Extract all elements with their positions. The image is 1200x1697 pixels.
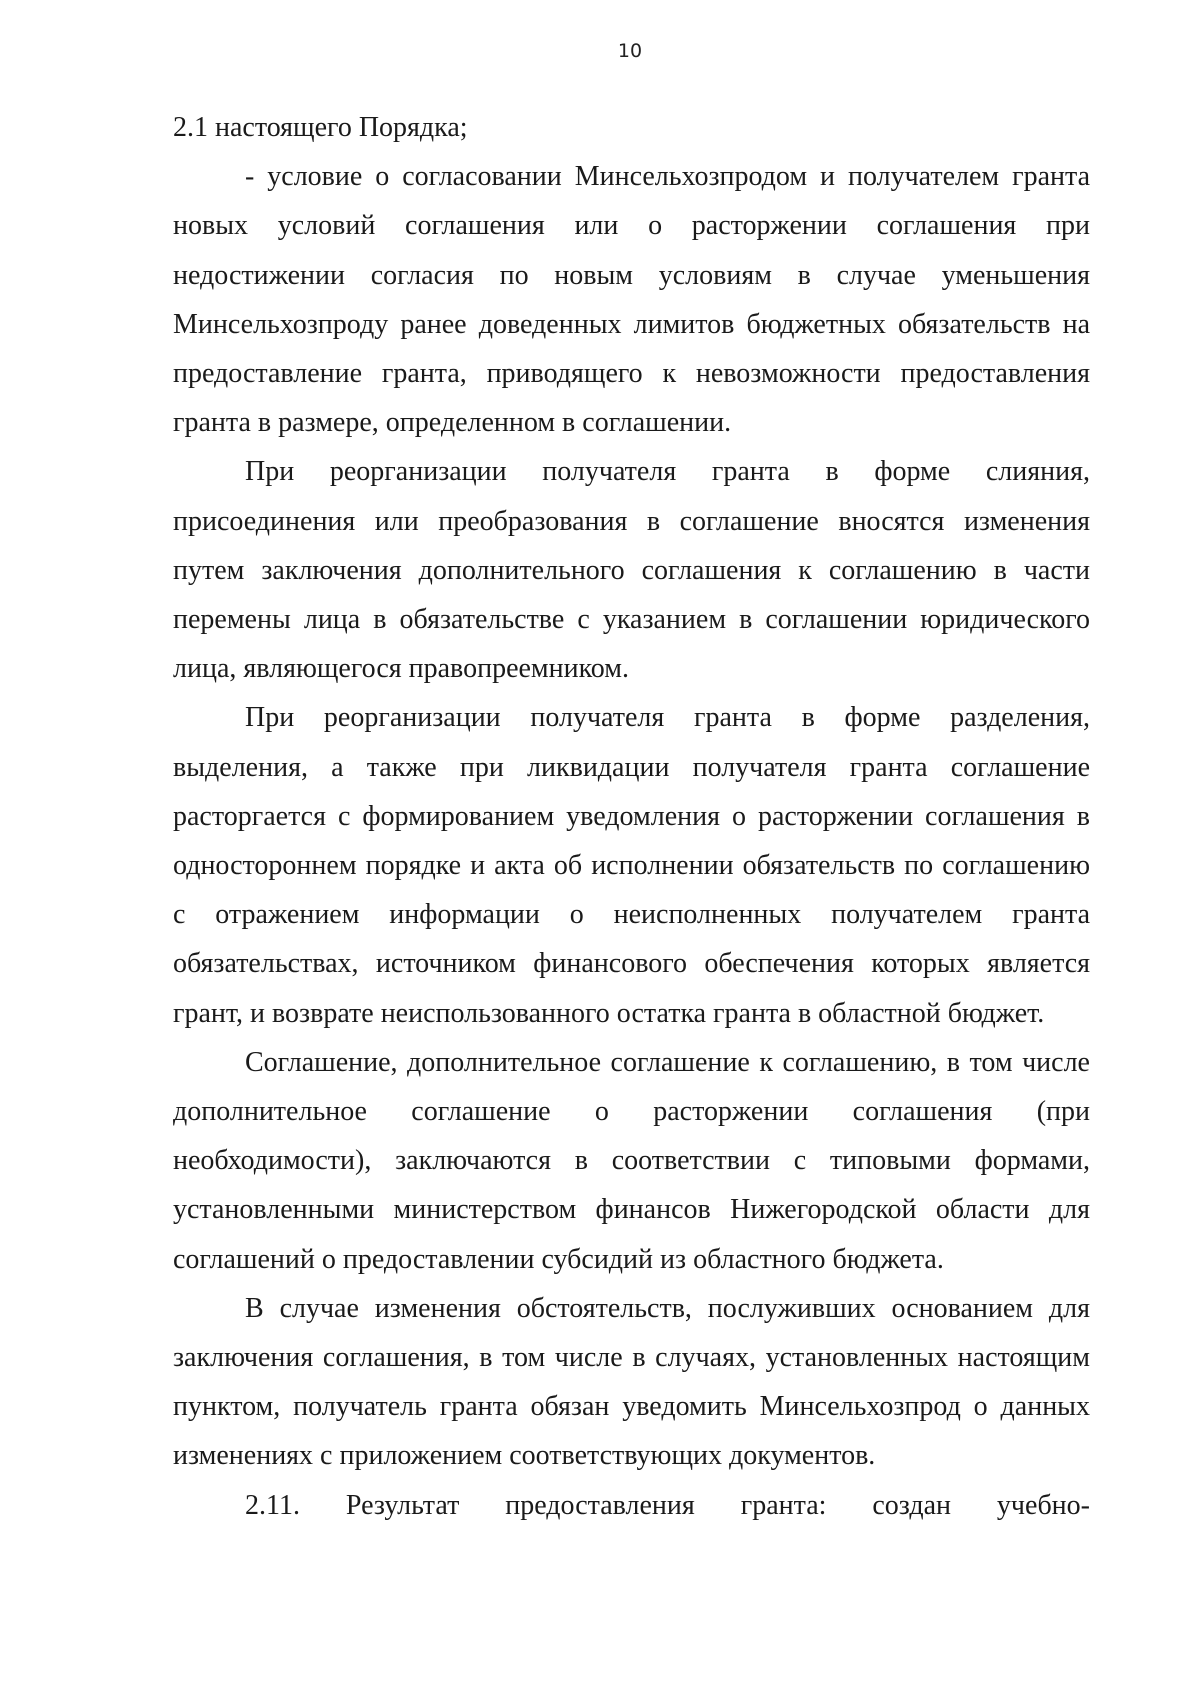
paragraph-grant-result: 2.11. Результат предоставления гранта: создан учебно- bbox=[245, 1489, 1090, 1521]
paragraph-agreement-forms: Соглашение, дополнительное соглашение к соглашению, в том числе дополнительное соглашение о расторжении соглашения (при необходимости), заключаются в соответствии с типовыми формами, установленными министерством финансов Нижегородской области для соглашений о предоставлении субсидий из областного бюджета. bbox=[173, 1046, 1090, 1275]
paragraph-merger-reorganization: При реорганизации получателя гранта в форме слияния, присоединения или преобразования в соглашение вносятся изменения путем заключения дополнительного соглашения к соглашению в части перемены лица в обязательстве с указанием в соглашении юридического лица, являющегося правопреемником. bbox=[173, 456, 1090, 685]
paragraph-division-liquidation: При реорганизации получателя гранта в форме разделения, выделения, а также при ликвидации получателя гранта соглашение расторгается с формированием уведомления о расторжении соглашения в одностороннем порядке и акта об исполнении обязательств по соглашению с отражением информации о неисполненных получателем гранта обязательствах, источником финансового обеспечения которых является грант, и возврате неиспользованного остатка гранта в областной бюджет. bbox=[173, 702, 1090, 1029]
paragraph-notification-duty: В случае изменения обстоятельств, послуживших основанием для заключения соглашения, в том числе в случаях, установленных настоящим пунктом, получатель гранта обязан уведомить Минсельхозпрод о данных изменениях с приложением соответствующих документов. bbox=[173, 1292, 1090, 1472]
paragraph-continuation: 2.1 настоящего Порядка; bbox=[173, 112, 468, 143]
document-body bbox=[173, 103, 1090, 1530]
paragraph-condition-item: - условие о согласовании Минсельхозпродом и получателем гранта новых условий соглашения или о расторжении соглашения при недостижении согласия по новым условиям в случае уменьшения Минсельхозпроду ранее доведенных лимитов бюджетных обязательств на предоставление гранта, приводящего к невозможности предоставления гранта в размере, определенном в соглашении. bbox=[173, 161, 1090, 439]
page-number: 10 bbox=[617, 40, 643, 62]
